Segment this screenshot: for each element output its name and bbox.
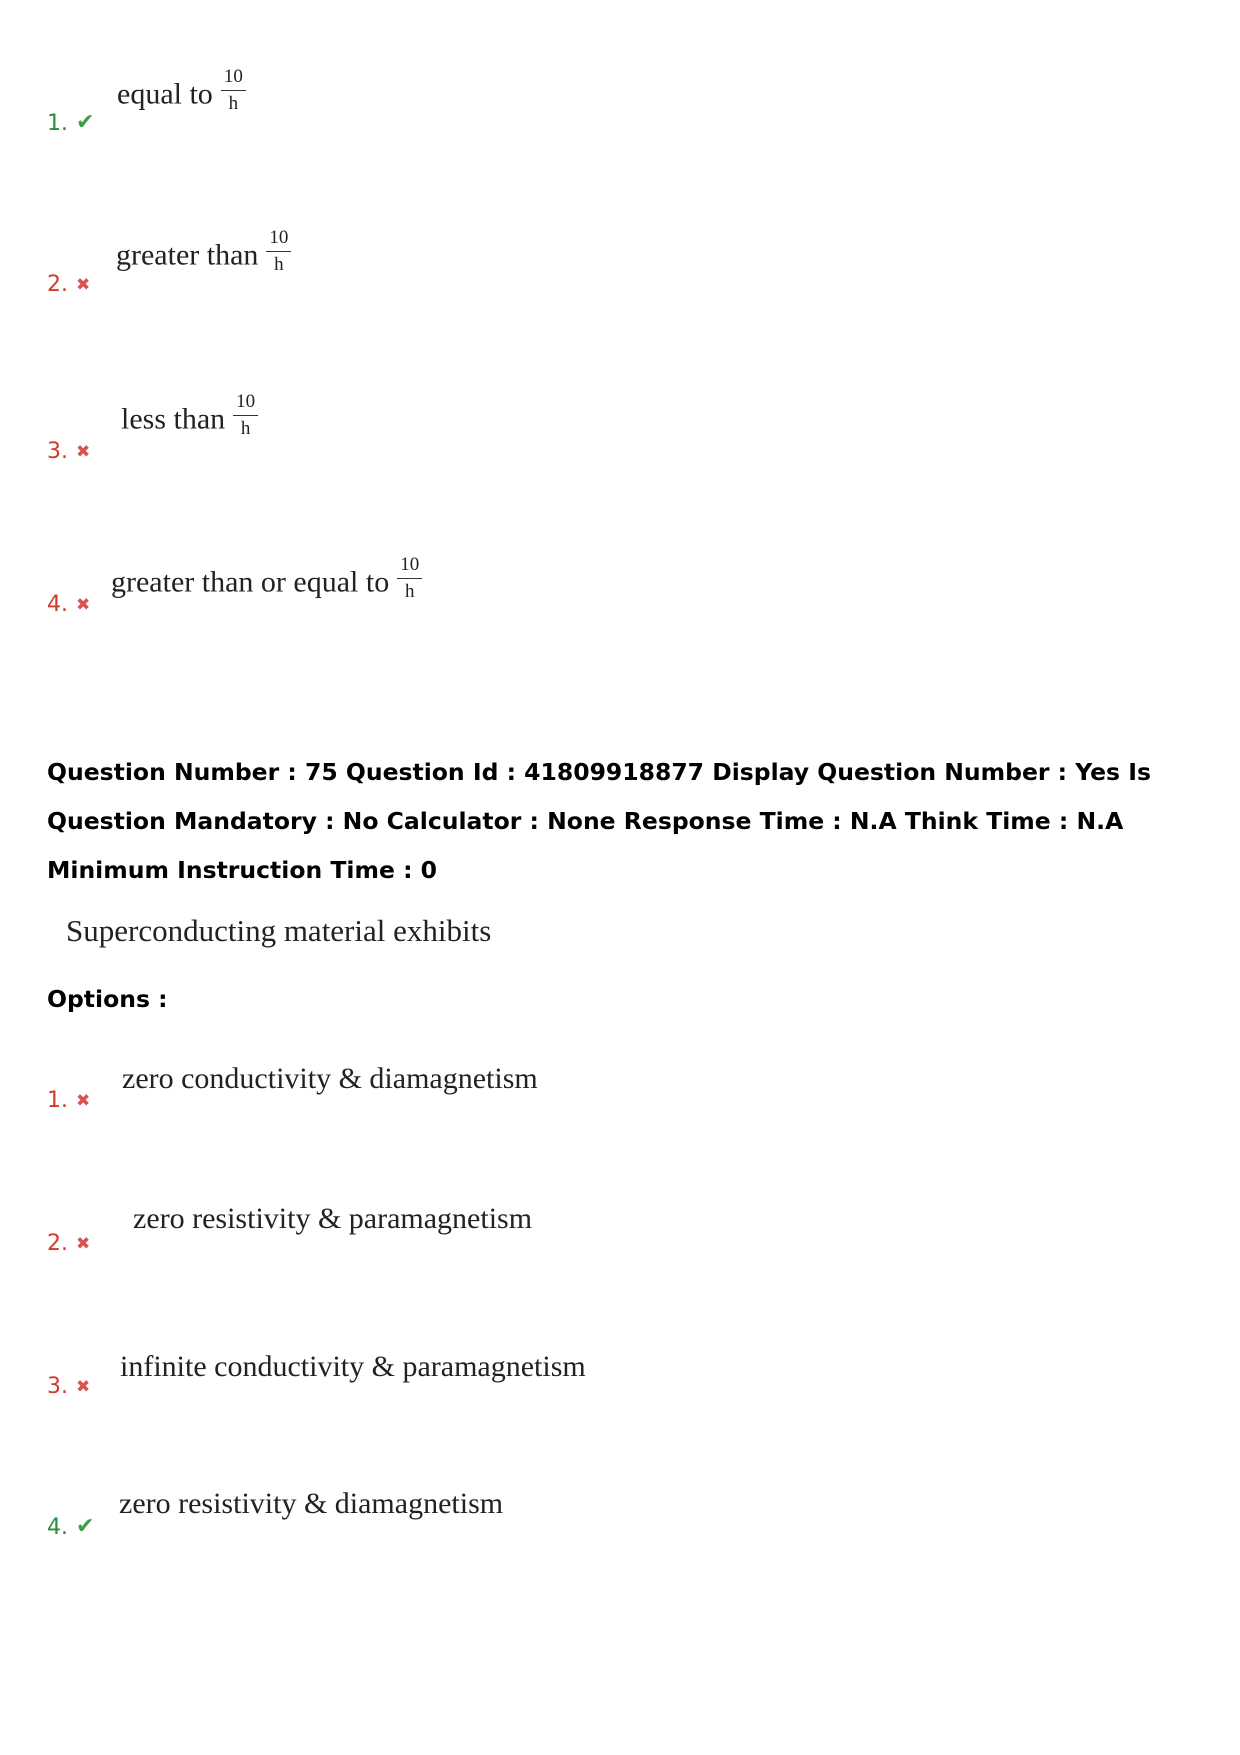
cross-icon: ✖ xyxy=(76,595,91,615)
option-text: less than $\frac{10}{h}$ xyxy=(121,397,258,446)
option-number: 1. ✖ xyxy=(47,1088,91,1113)
fraction: $\frac{10}{h}$ xyxy=(233,391,258,440)
cross-icon: ✖ xyxy=(76,275,91,295)
cross-icon: ✖ xyxy=(76,1377,91,1397)
options-label: Options : xyxy=(47,985,168,1013)
question-text: Superconducting material exhibits xyxy=(66,913,492,948)
option-text: zero conductivity & diamagnetism xyxy=(122,1062,538,1095)
option-number: 4. ✔ xyxy=(47,1514,95,1540)
option-text: equal to $\frac{10}{h}$ xyxy=(117,72,246,121)
fraction: $\frac{10}{h}$ xyxy=(221,66,246,115)
cross-icon: ✖ xyxy=(76,442,91,462)
option-number: 3. ✖ xyxy=(47,439,91,464)
option-number: 2. ✖ xyxy=(47,272,91,297)
option-text: infinite conductivity & paramagnetism xyxy=(120,1350,586,1383)
option-text: zero resistivity & diamagnetism xyxy=(119,1487,504,1520)
question-meta: Question Number : 75 Question Id : 41809918877 Display Question Number : Yes Is Question Mandatory : No Calculator : None Response Time : N.A Think Time : N.A Minimum Instruction Time : 0 xyxy=(47,758,1151,884)
option-number: 1. ✔ xyxy=(47,110,95,136)
fraction: $\frac{10}{h}$ xyxy=(266,227,291,276)
option-text: zero resistivity & paramagnetism xyxy=(133,1202,533,1235)
cross-icon: ✖ xyxy=(76,1234,91,1254)
check-icon: ✔ xyxy=(76,1514,95,1539)
option-number: 4. ✖ xyxy=(47,592,91,617)
option-number: 3. ✖ xyxy=(47,1374,91,1399)
option-text: greater than $\frac{10}{h}$ xyxy=(116,233,291,282)
fraction: $\frac{10}{h}$ xyxy=(397,554,422,603)
cross-icon: ✖ xyxy=(76,1091,91,1111)
option-text: greater than or equal to $\frac{10}{h}$ xyxy=(111,560,422,609)
option-number: 2. ✖ xyxy=(47,1231,91,1256)
check-icon: ✔ xyxy=(76,110,95,135)
